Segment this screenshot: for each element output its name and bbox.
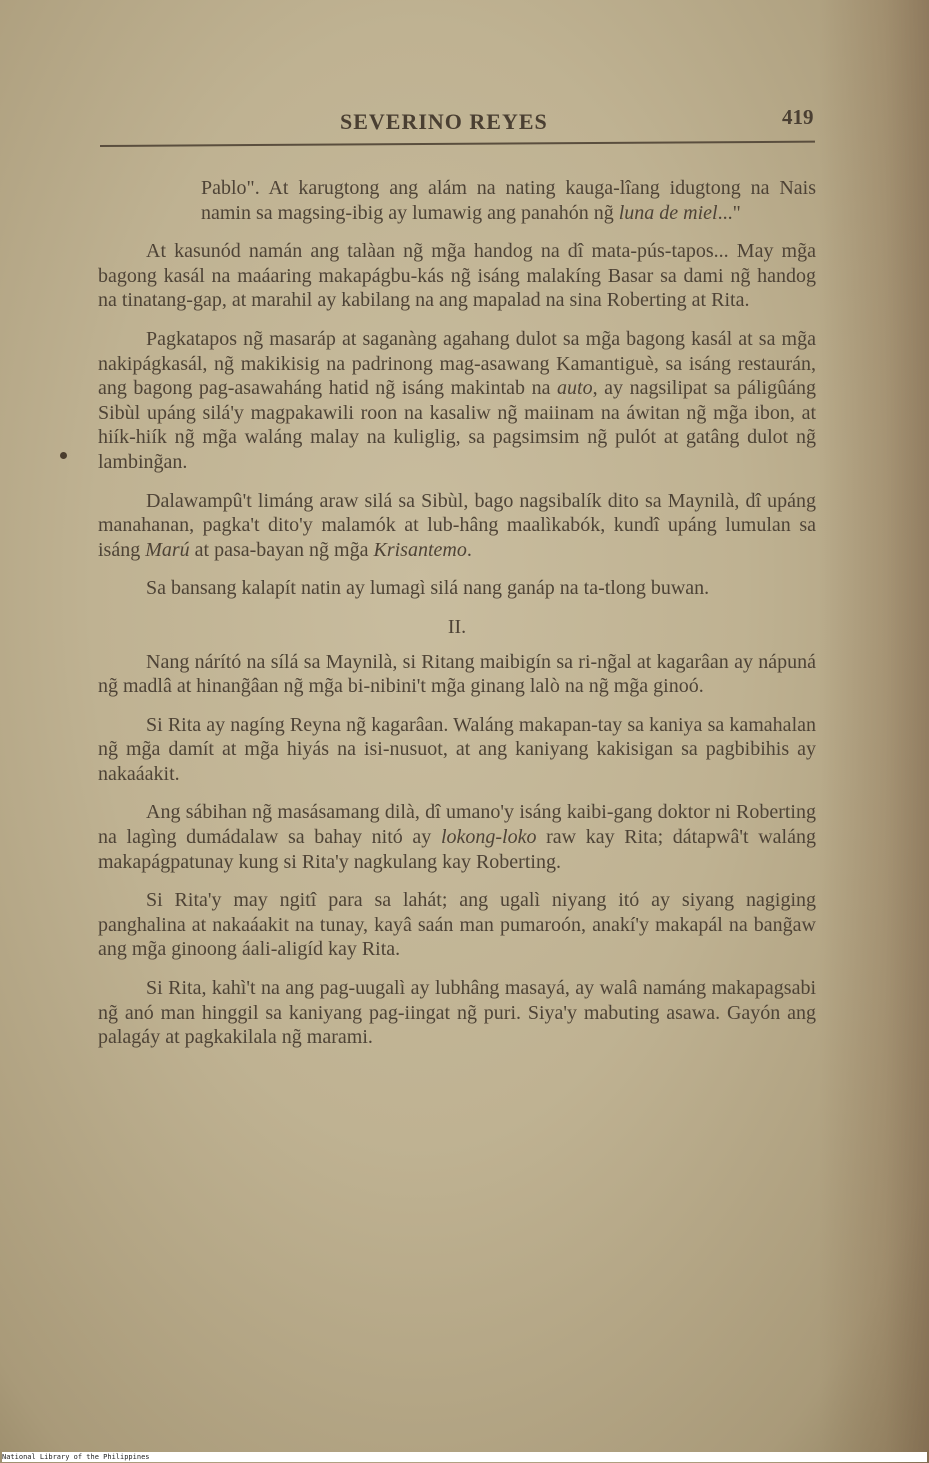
paragraph xyxy=(98,800,816,874)
section-heading xyxy=(98,615,816,640)
body-text xyxy=(98,176,816,1064)
italic-text: luna de miel xyxy=(618,201,718,224)
text-run: , ay nagsilipat sa páligûáng Sibùl upáng silá'y magpakawili roon na kasaliw ng̃ maiinam na áwitan ng̃ mg̃a ibon, at hiík-hiík ng̃ mg̃a waláng malay na kuliglig, sa pagsimsim ng̃ pulót at gatâng dulot ng̃ lambing̃an. xyxy=(98,377,816,473)
italic-text: Marú xyxy=(145,538,190,561)
paragraph xyxy=(98,713,816,787)
italic-text: Krisantemo xyxy=(373,538,467,561)
paragraph xyxy=(98,888,816,962)
footer-credit: National Library of the Philippines xyxy=(2,1452,927,1462)
paragraph xyxy=(98,239,816,313)
text-run: ..." xyxy=(717,201,741,224)
text-run: at pasa-bayan ng̃ mg̃a xyxy=(189,538,374,561)
quote-paragraph xyxy=(201,176,816,225)
ink-spot xyxy=(60,452,67,459)
paragraph xyxy=(98,327,816,475)
text-run: Pagkatapos ng̃ masaráp at saganàng agahang dulot sa mg̃a bagong kasál at sa mg̃a nakipágkasál, ng̃ makikisig na padrinong mag-asawang Kamantiguè, sa isáng restaurán, ang bagong pag-asawaháng hatid ng̃ isáng makintab na xyxy=(98,327,816,400)
text-run: Si Rita ay nagíng Reyna ng̃ kagarâan. Waláng makapan-tay sa kaniya sa kamahalan ng̃ mg̃a damít at mg̃a hiyás na isi-nusuot, at ang kaniyang kakisigan sa pagbibihis ay nakaáakit. xyxy=(98,713,816,785)
text-run: At kasunód namán ang talàan ng̃ mg̃a handog na dî mata-pús-tapos... May mg̃a bagong kasál na maáaring makapágbu-kás ng̃ isáng malakíng Basar sa dami ng̃ handog na tinatang-gap, at marahil ay kabilang na ang mapalad na sina Roberting at Rita. xyxy=(98,240,816,312)
page-edge-shadow xyxy=(819,0,929,1463)
page-header xyxy=(0,105,929,145)
text-run: Sa bansang kalapít natin ay lumagì silá nang ganáp na ta-tlong buwan. xyxy=(146,577,710,600)
text-run: Nang nárító na sílá sa Maynilà, si Ritang maibigín sa ri-ng̃al at kagarâan ay nápuná ng̃ madlâ at hinang̃âan ng̃ mg̃a bi-nibini't mg̃a ginang lalò na ng̃ mg̃a ginoó. xyxy=(98,650,816,698)
text-run: Pablo". At karugtong ang alám na nating kauga-lîang idugtong na Nais namin sa magsing-ibig ay lumawig ang panahón ng̃ xyxy=(201,177,816,224)
text-run: II. xyxy=(447,615,467,638)
text-run: . xyxy=(466,538,472,561)
text-run: Dalawampû't limáng araw silá sa Sibùl, bago nagsibalík dito sa Maynilà, dî upáng manahanan, pagka't dito'y malamók at lub-hâng maalìkabók, kundî upáng lumulan sa isáng xyxy=(98,489,816,561)
page-number: 419 xyxy=(782,105,814,129)
running-head: SEVERINO REYES xyxy=(340,109,548,134)
paragraph xyxy=(98,489,816,563)
italic-text: lokong-loko xyxy=(440,826,537,849)
text-run: Si Rita'y may ngitî para sa lahát; ang ugalì niyang itó ay siyang nagiging panghalina at nakaáakit na tunay, kayâ saán man pumaroón, anakí'y makapál na bang̃aw ang mg̃a ginoong áali-aligíd kay Rita. xyxy=(98,889,816,961)
paragraph xyxy=(98,576,816,601)
text-run: Ang sábihan ng̃ masásamang dilà, dî umano'y isáng kaibi-gang doktor ni Roberting na lagìng dumádalaw sa bahay nitó ay xyxy=(98,801,816,849)
text-run: Si Rita, kahì't na ang pag-uugalì ay lubhâng masayá, ay walâ namáng makapagsabi ng̃ anó man hinggil sa kaniyang pag-iingat ng̃ puri. Siya'y mabuting asawa. Gayón ang palagáy at pagkakilala ng̃ marami. xyxy=(98,977,816,1049)
paragraph xyxy=(98,976,816,1050)
italic-text: auto xyxy=(557,377,593,400)
text-run: raw kay Rita; dátapwâ't waláng makapágpatunay kung si Rita'y nagkulang kay Roberting. xyxy=(98,826,816,873)
paragraph xyxy=(98,650,816,699)
